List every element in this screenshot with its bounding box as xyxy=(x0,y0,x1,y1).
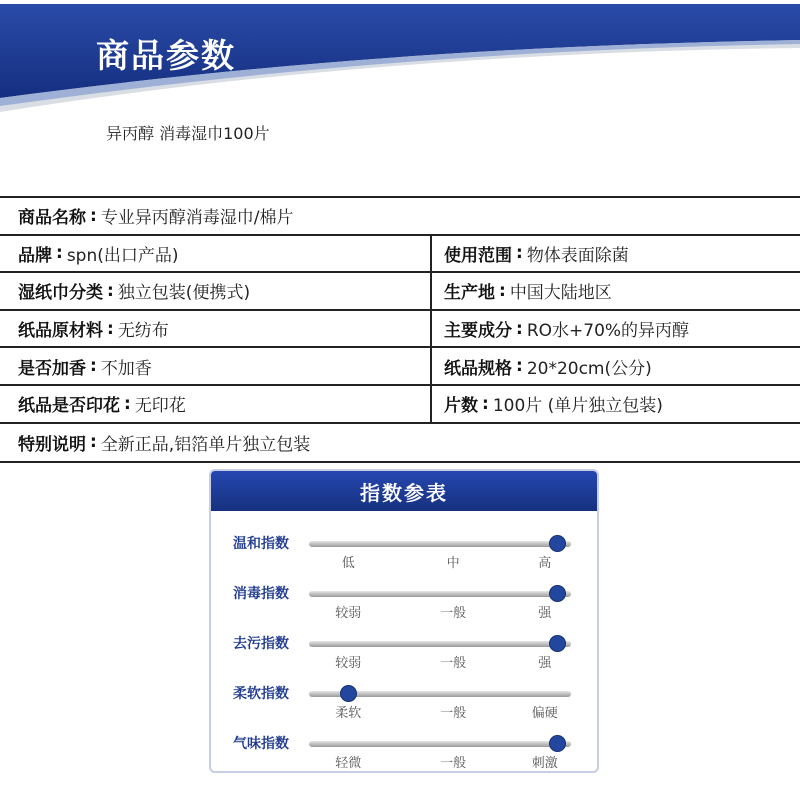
index-slider-knob xyxy=(549,585,566,602)
index-label: 温和指数 xyxy=(233,536,289,552)
params-table xyxy=(0,196,800,463)
tick-label: 偏硬 xyxy=(531,706,558,721)
product-subtitle: 异丙醇 消毒湿巾100片 xyxy=(106,124,270,143)
param-cell: 生产地 : 中国大陆地区 xyxy=(432,273,800,309)
param-key: 湿纸巾分类 xyxy=(18,283,103,304)
param-value: 专业异丙醇消毒湿巾/棉片 xyxy=(100,208,294,229)
index-ticks xyxy=(309,702,571,720)
table-row xyxy=(0,386,800,424)
tick-label: 一般 xyxy=(440,656,467,671)
param-value: 中国大陆地区 xyxy=(509,283,612,304)
param-cell: 使用范围 : 物体表面除菌 xyxy=(432,236,800,272)
index-slider-track xyxy=(309,541,571,547)
param-cell: 商品名称 : 专业异丙醇消毒湿巾/棉片 xyxy=(0,198,800,234)
param-cell: 特别说明 : 全新正品,铝箔单片独立包装 xyxy=(0,424,800,461)
index-ticks xyxy=(309,602,571,620)
param-key: 纸品是否印花 xyxy=(18,396,120,417)
tick-label: 中 xyxy=(446,556,460,571)
index-row xyxy=(211,633,599,679)
index-table xyxy=(209,469,599,773)
param-cell: 纸品规格 : 20*20cm(公分) xyxy=(432,348,800,384)
param-cell: 主要成分 : RO水+70%的异丙醇 xyxy=(432,311,800,347)
param-key: 使用范围 xyxy=(444,245,512,266)
index-slider-track xyxy=(309,641,571,647)
param-value: 全新正品,铝箔单片独立包装 xyxy=(100,434,311,455)
page-title: 商品参数 xyxy=(96,36,236,75)
param-cell: 湿纸巾分类 : 独立包装(便携式) xyxy=(0,273,432,309)
param-cell: 片数 : 100片 (单片独立包装) xyxy=(432,386,800,422)
param-cell: 是否加香 : 不加香 xyxy=(0,348,432,384)
param-key: 主要成分 xyxy=(444,321,512,342)
index-slider-knob xyxy=(340,685,357,702)
index-slider-knob xyxy=(549,635,566,652)
param-key: 品牌 xyxy=(18,245,52,266)
param-key: 特别说明 xyxy=(18,434,86,455)
tick-label: 较弱 xyxy=(335,606,362,621)
index-label: 去污指数 xyxy=(233,636,289,652)
param-cell: 纸品是否印花 : 无印花 xyxy=(0,386,432,422)
param-value: spn(出口产品) xyxy=(66,245,179,266)
tick-label: 强 xyxy=(538,606,552,621)
index-ticks xyxy=(309,552,571,570)
param-value: RO水+70%的异丙醇 xyxy=(526,321,690,342)
param-value: 不加香 xyxy=(100,358,152,379)
param-cell: 纸品原材料 : 无纺布 xyxy=(0,311,432,347)
param-cell: 品牌 : spn(出口产品) xyxy=(0,236,432,272)
table-row xyxy=(0,236,800,274)
param-key: 纸品规格 xyxy=(444,358,512,379)
tick-label: 一般 xyxy=(440,606,467,621)
param-key: 片数 xyxy=(444,396,478,417)
index-row xyxy=(211,583,599,629)
index-slider-knob xyxy=(549,735,566,752)
index-label: 消毒指数 xyxy=(233,586,289,602)
tick-label: 柔软 xyxy=(335,706,362,721)
param-value: 无印花 xyxy=(134,396,186,417)
tick-label: 强 xyxy=(538,656,552,671)
param-key: 是否加香 xyxy=(18,358,86,379)
index-slider-track xyxy=(309,591,571,597)
index-row xyxy=(211,683,599,729)
tick-label: 一般 xyxy=(440,706,467,721)
tick-label: 一般 xyxy=(440,756,467,771)
table-row xyxy=(0,273,800,311)
param-key: 纸品原材料 xyxy=(18,321,103,342)
tick-label: 较弱 xyxy=(335,656,362,671)
param-value: 无纺布 xyxy=(117,321,169,342)
table-row xyxy=(0,424,800,463)
index-row xyxy=(211,733,599,773)
index-row xyxy=(211,533,599,579)
tick-label: 轻微 xyxy=(335,756,362,771)
table-row xyxy=(0,198,800,236)
tick-label: 高 xyxy=(538,556,552,571)
table-row xyxy=(0,311,800,349)
index-label: 气味指数 xyxy=(233,736,289,752)
index-title: 指数参表 xyxy=(360,480,448,505)
tick-label: 刺激 xyxy=(531,756,558,771)
param-value: 20*20cm(公分) xyxy=(526,358,652,379)
param-key: 商品名称 xyxy=(18,208,86,229)
index-header xyxy=(211,471,597,511)
index-ticks xyxy=(309,752,571,770)
param-value: 100片 (单片独立包装) xyxy=(492,396,663,417)
param-value: 独立包装(便携式) xyxy=(117,283,251,304)
param-key: 生产地 xyxy=(444,283,495,304)
index-slider-knob xyxy=(549,535,566,552)
param-value: 物体表面除菌 xyxy=(526,245,629,266)
index-label: 柔软指数 xyxy=(233,686,289,702)
index-slider-track xyxy=(309,691,571,697)
table-row xyxy=(0,348,800,386)
tick-label: 低 xyxy=(341,556,355,571)
index-ticks xyxy=(309,652,571,670)
index-slider-track xyxy=(309,741,571,747)
header-banner xyxy=(0,0,800,120)
